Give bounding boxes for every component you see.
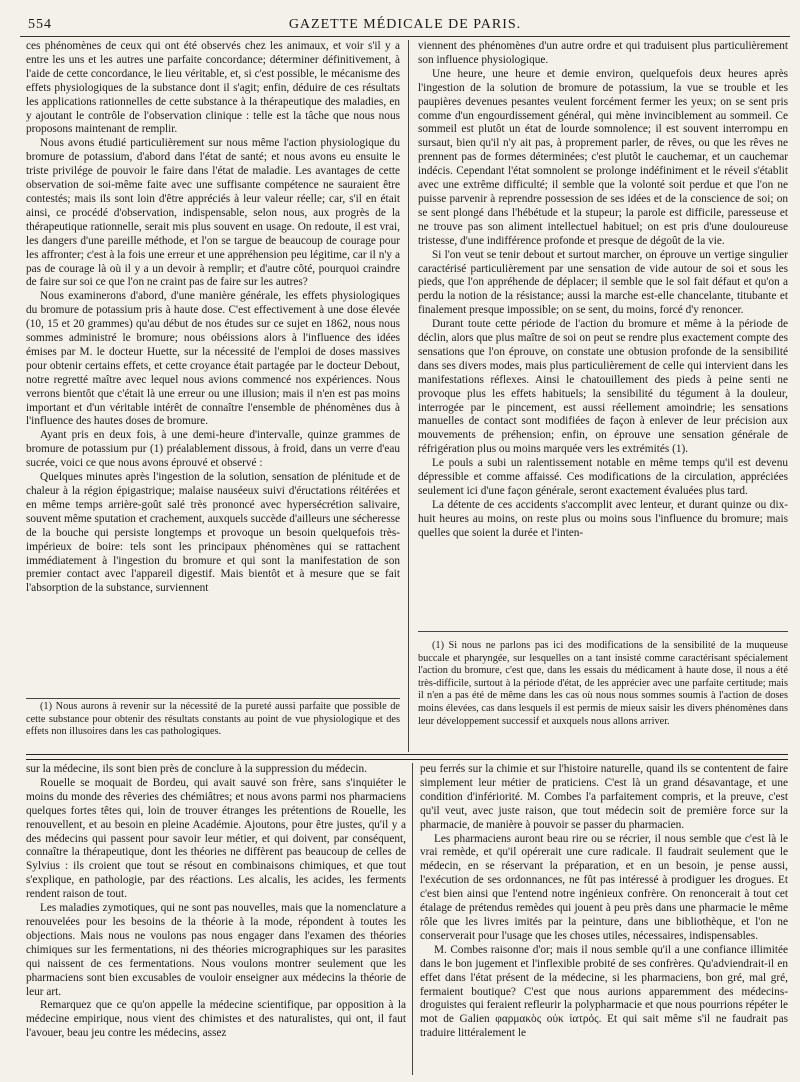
- paragraph: Les pharmaciens auront beau rire ou se récrier, il nous semble que c'est là le vrai remède, et qu'il opérerait une cure radicale. Il faudrait seulement que le médecin, en se réservant la préparation, et en un besoin, je pense aussi, l'exécution de ses ordonnances, ne fût pas intéressé à prodiguer les drogues. Et c'est bien ainsi que l'entend notre ingénieux confrère. On renoncerait à tout cet étalage de prétendus remèdes qui jouent à peu près dans une pharmacie le même rôle que les livres imités par la peinture, dans une bibliothèque, et l'on ne conserverait pour l'usage que les choses utiles, nécessaires, indispensables.: [420, 832, 788, 942]
- article-column-left: [26, 40, 400, 698]
- paragraph: Si l'on veut se tenir debout et surtout marcher, on éprouve un vertige singulier caractérisé particulièrement par une sensation de vide autour de soi et sous les pieds, que l'on appréhende de déplacer; il semble que le sol fait défaut et qu'on a perdu la notion de la résistance; aussi la marche est-elle chancelante, titubante et finalement presque impossible; on se sent, du moins, forcé d'y renoncer.: [418, 248, 788, 317]
- footnote-right: [418, 640, 788, 750]
- section-separator: [26, 754, 788, 760]
- column-divider: [408, 40, 409, 752]
- paragraph: sur la médecine, ils sont bien près de conclure à la suppression du médecin.: [26, 763, 368, 775]
- paragraph: Ayant pris en deux fois, à une demi-heure d'intervalle, quinze grammes de bromure de potassium pur (1) préalablement dissous, à froid, dans un verre d'eau sucrée, voici ce que nous avons éprouvé et observé :: [26, 429, 400, 470]
- article-column-right: [418, 40, 788, 630]
- page-header: [20, 14, 790, 37]
- footnote-text: (1) Nous aurons à revenir sur la nécessité de la pureté aussi parfaite que possible de cette substance pour obtenir des résultats constants au point de vue physiologique et des effets non illusoires dans les cas pathologiques.: [26, 701, 400, 738]
- paragraph: Remarquez que ce qu'on appelle la médecine scientifique, par opposition à la médecine empirique, nous vient des chimistes et des naturalistes, qui ont, il faut l'avouer, beau jeu contre les médecins, assez: [26, 999, 406, 1040]
- paragraph: M. Combes raisonne d'or; mais il nous semble qu'il a une confiance illimitée dans le bon jugement et l'inflexible probité de ses confrères. Qu'adviendrait-il en effet dans l'état présent de la médecine, si les pharmaciens, bon gré, mal gré, fermaient boutique? C'est que nous aurions apparemment des médecins-droguistes qui feraient refleurir la polypharmacie et que nous pourrions répéter le mot de Galien φαρμακὸς οὐκ ἰατρός. Et qui sait même s'il ne faudrait pas traduire littéralement le: [420, 943, 788, 1040]
- column-divider: [412, 763, 413, 1075]
- paragraph: Durant toute cette période de l'action du bromure et même à la période de déclin, alors que plus maître de soi on peut se rendre plus exactement compte des sensations que l'on éprouve, on constate une obtusion profonde de la sensibilité dans ses divers modes, mais plus particulièrement de celle qui intervient dans les manifestations réflexes. Ainsi le chatouillement des pieds à peine senti ne provoque plus les effets habituels; la sensibilité du tégument à la douleur, interrogée par le pincement, est aussi réellement amoindrie; les sensations manuelles de contact sont modifiées de façon à enlever de leur précision aux mouvements de préhension; enfin, on éprouve une sensation générale de réfrigération plus ou moins marquée vers les extrémités (1).: [418, 318, 788, 456]
- paragraph: Rouelle se moquait de Bordeu, qui avait sauvé son frère, sans s'inquiéter le moins du monde des rêveries des chémiâtres; et nous avons parmi nos pharmaciens quelques fortes têtes qui, loin de trouver étranges les prétentions de Rouelle, les renouvellent, et au besoin en pleine Académie. Ajoutons, pour être justes, qu'il y a des médecins qui passent pour savoir leur métier, et qui doivent, par conséquent, connaître la thérapeutique, dont les théories ne diffèrent pas beaucoup de celles de Sylvius : ils croient que tout se résout en combinaisons chimiques, et que tout s'explique, en pathologie, par des réactions. Les alcalis, les acides, les ferments rendent raison de tout.: [26, 776, 406, 901]
- paragraph: Les maladies zymotiques, qui ne sont pas nouvelles, mais que la nomenclature a renouvelées pour les besoins de la théorie à la mode, répondent à toutes les objections. Mais nous ne voulons pas nous engager dans l'examen des théories chimiques sur les fermentations, ni des théories micrographiques sur les parasites qui naissent de ces fermentations. Nous voulons montrer seulement que les pharmaciens sont bien excusables de vouloir enseigner aux médecins la théorie de leur art.: [26, 902, 406, 998]
- paragraph: Nous examinerons d'abord, d'une manière générale, les effets physiologiques du bromure de potassium pris à haute dose. C'est effectivement à une dose élevée (10, 15 et 20 grammes) qu'au début de nos études sur ce sujet en 1862, nous nous sommes administré le bromure; nous obéissions alors à l'influence des idées émises par M. le docteur Huette, sur la nécessité de l'emploi de doses massives pour obtenir certains effets, et cette croyance était partagée par le docteur Debout, notre regretté maître avec lequel nous avions commencé nos expériences. Nous verrons bientôt que c'était là une erreur ou une illusion; mais il n'en est pas moins important et d'un véritable intérêt de connaître l'ensemble de phénomènes dus à l'influence des hautes doses de bromure.: [26, 290, 400, 428]
- paragraph: Une heure, une heure et demie environ, quelquefois deux heures après l'ingestion de la solution de bromure de potassium, la vue se trouble et les paupières devenues pesantes veulent forcément fermer les yeux; on se sent pris comme d'un engourdissement général, qui mène invinciblement au sommeil. Ce sommeil est plutôt un état de lourde somnolence; il est souvent interrompu en sursaut, bien qu'il n'y ait pas, à proprement parler, de rêves, ou que les rêves ne prennent pas de formes déterminées; c'est plutôt le cauchemar, et un cauchemar indécis. Cependant l'état somnolent se prolonge indéfiniment et le réveil s'établit avec une extrême difficulté; il semble que la volonté soit perdue et que l'on ne puisse parvenir à reprendre possession de ses idées et de la conscience de soi; on se sent plongé dans l'hébétude et la stupeur; la parole est difficile, paresseuse et ne trouve pas son aliment intellectuel habituel; on est pris d'une douloureuse tristesse, d'une indifférence profonde et presque de dégoût de la vie.: [418, 67, 788, 247]
- journal-title: GAZETTE MÉDICALE DE PARIS.: [288, 17, 522, 32]
- paragraph: ces phénomènes de ceux qui ont été observés chez les animaux, et voir s'il y a entre les uns et les autres une parfaite concordance; déterminer définitivement, à l'aide de cette concordance, le lieu véritable, et, si c'est possible, le mécanisme des effets physiologiques de la substance dont il s'agit; enfin, déduire de ces résultats les applications rationnelles de cette substance à la thérapeutique des maladies, en y ajoutant le contrôle de l'observation clinique : telle est la tâche que nous nous proposons maintenant de remplir.: [26, 40, 400, 136]
- footnote-text: (1) Si nous ne parlons pas ici des modifications de la sensibilité de la muqueuse buccale et pharyngée, sur lesquelles on a tant insisté comme caractérisant spécialement l'action du bromure, c'est que, dans les essais du médicament à haute dose, il nous a été très-difficile, surtout à la période d'état, de les apprécier avec une parfaite certitude; mais il n'en a pas été de même dans les cas où nous nous sommes soumis à l'action de doses moins élevées, cas dans lesquels il est permis de mieux saisir les divers phénomènes dans leur développement successif et auxquels nous allons arriver.: [418, 640, 788, 727]
- paragraph: Quelques minutes après l'ingestion de la solution, sensation de plénitude et de chaleur à la région épigastrique; malaise nauséeux suivi d'éructations réitérées et en même temps arrière-goût salé très prononcé avec hypersécrétion salivaire, souvent même sputation et crachement, auxquels succède d'ailleurs une sécheresse de la bouche qui persiste longtemps et provoque un besoin quelquefois très-impérieux de boire: tels sont les principaux phénomènes qui se rattachent immédiatement à l'ingestion du bromure et qui sont la manifestation de son premier contact avec l'appareil digestif. Mais bientôt et à mesure que se fait l'absorption de la substance, surviennent: [26, 471, 400, 595]
- page-number: 554: [28, 17, 52, 32]
- footnote-left: [26, 701, 400, 749]
- footnote-rule: [26, 698, 400, 699]
- paragraph: Le pouls a subi un ralentissement notable en même temps qu'il est devenu dépressible et comme affaissé. Ces modifications de la circulation, appréciées seulement ici d'une façon générale, seront exactement évaluées plus tard.: [418, 457, 788, 497]
- feuilleton-column-right: [420, 763, 788, 1075]
- paragraph: viennent des phénomènes d'un autre ordre et qui traduisent plus particulièrement son influence physiologique.: [418, 40, 788, 66]
- paragraph: La détente de ces accidents s'accomplit avec lenteur, et durant quinze ou dix-huit heures au moins, on reste plus ou moins sous l'influence du bromure; mais quelles que soient la durée et l'inten-: [418, 498, 788, 539]
- paragraph: peu ferrés sur la chimie et sur l'histoire naturelle, quand ils se contentent de faire simplement leur métier de praticiens. C'est là un grand désavantage, et une condition d'infériorité. M. Combes l'a parfaitement compris, et la preuve, c'est qu'il veut, avec juste raison, que tout médecin soit de première force sur la pharmacie, de manière à pouvoir se passer du pharmacien.: [420, 763, 788, 831]
- footnote-rule: [418, 631, 788, 632]
- paragraph: Nous avons étudié particulièrement sur nous même l'action physiologique du bromure de potassium, d'abord dans l'état de santé; et nous avons eu ensuite le triste privilége de pouvoir le faire dans l'état de maladie. Les avantages de cette observation de soi-même faite avec une suffisante compétence ne sauraient être contestés; mais ils sont loin d'être appréciés à leur valeur réelle; car, s'il en était ainsi, ce procédé d'observation, indispensable, selon nous, aux progrès de la thérapeutique rationnelle, serait mis plus souvent en usage. On redoute, il est vrai, les dangers d'une pareille méthode, et l'on se targue de beaucoup de courage pour les affronter; c'est à la fois une erreur et une appréhension peu légitime, car il n'y a pas de courage là où il y a un devoir à remplir; et d'autre côté, pourquoi craindre de faire sur soi ce que l'on ne craint pas de faire sur les autres?: [26, 137, 400, 289]
- feuilleton-column-left: [26, 763, 406, 1075]
